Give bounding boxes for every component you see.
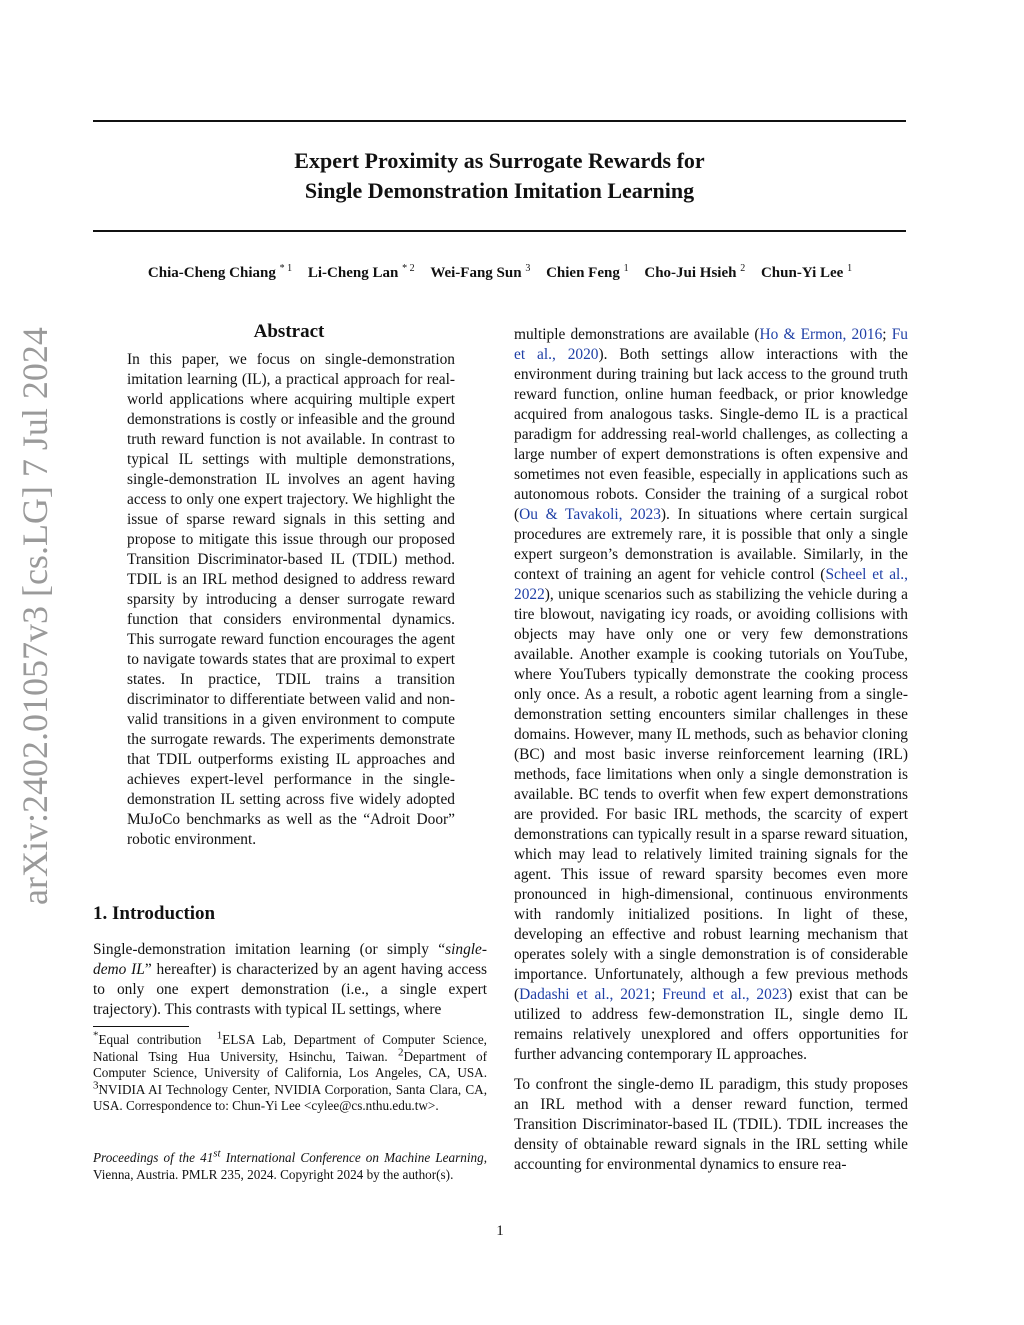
author-name: Chun-Yi Lee xyxy=(760,265,844,281)
author-name: Chien Feng xyxy=(546,265,620,281)
author xyxy=(546,265,629,281)
citation-link[interactable]: Fu et al., 2020 xyxy=(514,326,909,363)
citation-link[interactable]: Freund et al., 2023 xyxy=(662,986,788,1003)
author-name: Wei-Fang Sun xyxy=(430,265,522,281)
author xyxy=(148,265,292,281)
author-affiliation-mark: 1 xyxy=(847,263,853,274)
intro-column-right xyxy=(514,325,908,1175)
paper-title xyxy=(93,146,906,206)
author-list xyxy=(60,265,940,282)
author-affiliation-mark: * 1 xyxy=(279,263,293,274)
title-line-1: Expert Proximity as Surrogate Rewards for xyxy=(294,148,705,173)
arxiv-identifier: arXiv:2402.01057v3 [cs.LG] 7 Jul 2024 xyxy=(15,327,55,905)
intro-paragraph-left: Single-demonstration imitation learning (or simply “single-demo IL” hereafter) is characterized by an agent having access to only one expert demonstration (i.e., a single expert trajectory). This contrasts with typical IL settings, where xyxy=(93,941,487,1018)
citation-link[interactable]: Ou & Tavakoli, 2023 xyxy=(519,506,661,523)
author-affiliation-mark: 2 xyxy=(740,263,746,274)
page-number: 1 xyxy=(496,1223,504,1239)
author xyxy=(308,265,415,281)
footnote: *Equal contribution $^1$ELSA Lab, Department of Computer Science, National Tsing Hua University, Hsinchu, Taiwan. $^2$Department of Computer Science, University of California, Los Angeles, CA, USA. $^3$NVIDIA AI Technology Center, NVIDIA Corporation, Santa Clara, CA, USA. Correspondence to: Chun-Yi Lee <cylee@cs.nthu.edu.tw>. xyxy=(93,1029,487,1113)
citation-link[interactable]: Scheel et al., 2022 xyxy=(514,566,908,603)
author-name: Li-Cheng Lan xyxy=(307,265,399,281)
citation-link[interactable]: Ho & Ermon, 2016 xyxy=(759,326,883,343)
author xyxy=(761,265,852,281)
abstract-body: In this paper, we focus on single-demonstration imitation learning (IL), a practical approach for real-world applications where acquiring multiple expert demonstrations is costly or infeasible and the ground truth reward function is not available. In contrast to typical IL settings with multiple demonstrations, single-demonstration IL involves an agent having access to only one expert trajectory. We highlight the issue of sparse reward signals in this setting and propose to mitigate this issue through our proposed Transition Discriminator-based IL (TDIL) method. TDIL is an IRL method designed to address reward sparsity by introducing a denser surrogate reward function that considers environmental dynamics. This surrogate reward function encourages the agent to navigate towards states that are proximal to expert states. In practice, TDIL trains a transition discriminator to differentiate between valid and non-valid transitions in a given environment to compute the surrogate rewards. The experiments demonstrate that TDIL outperforms existing IL approaches and achieves expert-level performance in the single-demonstration IL setting across five widely adopted MuJoCo benchmarks as well as the “Adroit Door” robotic environment. xyxy=(127,351,455,848)
title-bottom-rule xyxy=(93,230,906,232)
author-affiliation-mark: 1 xyxy=(623,263,629,274)
abstract-heading: Abstract xyxy=(253,321,325,342)
intro-paragraph: To confront the single-demo IL paradigm, this study proposes an IRL method with a denser reward function, termed Transition Discriminator-based IL (TDIL). TDIL increases the density of obtainable reward signals in the IRL setting while accounting for environmental dynamics to ensure rea- xyxy=(514,1076,908,1173)
author-affiliation-mark: 3 xyxy=(525,263,531,274)
author xyxy=(430,265,530,281)
author-name: Cho-Jui Hsieh xyxy=(644,265,737,281)
author-name: Chia-Cheng Chiang xyxy=(147,265,276,281)
footnote-rule xyxy=(93,1026,189,1027)
author-affiliation-mark: * 2 xyxy=(402,263,415,274)
intro-paragraph: multiple demonstrations are available (Ho & Ermon, 2016; Fu et al., 2020). Both settings allow interactions with the environment during training but lack access to the ground truth reward function, online human feedback, or prior knowledge acquired from analogous tasks. Single-demo IL is a practical paradigm for addressing real-world challenges, as collecting a large number of expert demonstrations is often expensive and sometimes not even feasible, especially in applications such as autonomous robots. Consider the training of a surgical robot (Ou & Tavakoli, 2023). In situations where certain surgical procedures are extremely rare, it is possible that only a single expert surgeon’s demonstration is available. Similarly, in the context of training an agent for vehicle control (Scheel et al., 2022), unique scenarios such as stabilizing the vehicle during a tire blowout, navigating icy roads, or avoiding collisions with objects may have only one or very few demonstrations available. Another example is cooking tutorials on YouTube, where YouTubers typically demonstrate the cooking process only once. As a result, a robotic agent learning from a single-demonstration setting encounters similar challenges in these domains. However, many IL methods, such as behavior cloning (BC) and most basic inverse reinforcement learning (IRL) methods, face limitations when only a single demonstration is available. BC tends to overfit when few expert demonstrations are provided. For basic IRL methods, the scarcity of expert demonstrations can typically result in a sparse reward situation, which may lead to relatively limited training signals for the agent. This issue of reward sparsity becomes even more pronounced in high-dimensional, continuous environments with randomly initialized positions. In light of these, developing an effective and robust learning mechanism that operates solely with a single demonstration is of considerable importance. Unfortunately, although a few previous methods (Dadashi et al., 2021; Freund et al., 2023) exist that can be utilized to address few-demonstration IL, single demo IL remains relatively unexplored and offers opportunities for further advancing contemporary IL approaches. xyxy=(514,326,909,1063)
section-heading-introduction: 1. Introduction xyxy=(93,903,216,924)
citation-link[interactable]: Dadashi et al., 2021 xyxy=(519,986,651,1003)
author xyxy=(644,265,745,281)
title-line-2: Single Demonstration Imitation Learning xyxy=(304,178,695,203)
title-top-rule xyxy=(93,120,906,122)
proceedings-notice: Proceedings of the 41st International Conference on Machine Learning, Vienna, Austria. PMLR 235, 2024. Copyright 2024 by the author(s). xyxy=(93,1147,487,1182)
emphasis-term: single-demo IL xyxy=(93,941,487,978)
